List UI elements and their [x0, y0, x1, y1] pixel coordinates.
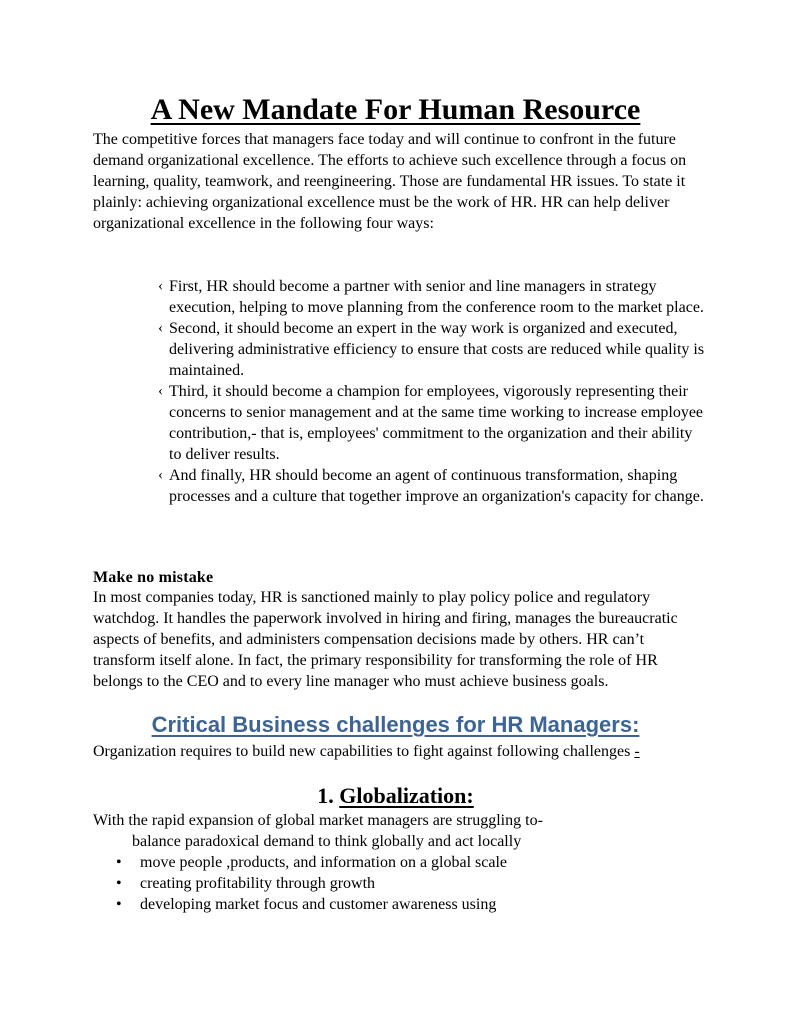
globalization-line-2: balance paradoxical demand to think globally and act locally	[132, 833, 522, 850]
list-item-text: And finally, HR should become an agent of continuous transformation, shaping processes and a culture that together improve an organization's capacity for change.	[169, 467, 704, 505]
list-item-text: Third, it should become a champion for employees, vigorously representing their concerns to senior management and at the same time working to increase employee contribution,- that is, employees' commitment to the organization and their ability to deliver results.	[169, 383, 704, 463]
list-item	[160, 276, 705, 318]
arrow-bullet-icon: ‹	[158, 467, 163, 483]
bullet-icon: •	[116, 854, 122, 871]
page-title: A New Mandate For Human Resource	[150, 93, 641, 126]
list-item	[160, 381, 705, 465]
critical-challenges-heading: Critical Business challenges for HR Managers:	[151, 712, 640, 737]
arrow-bullet-icon: ‹	[158, 278, 163, 294]
globalization-line-1: With the rapid expansion of global market managers are struggling to-	[93, 812, 543, 829]
make-no-mistake-paragraph: In most companies today, HR is sanctioned mainly to play policy police and regulatory watchdog. It handles the paperwork involved in hiring and firing, manages the bureaucratic aspects of benefits, and administers compensation decisions made by others. HR can’t transform itself alone. In fact, the primary responsibility for transforming the role of HR belongs to the CEO and to every line manager who must achieve business goals.	[93, 589, 678, 690]
list-item-text: creating profitability through growth	[140, 875, 376, 892]
list-item-text: Second, it should become an expert in the way work is organized and executed, delivering administrative efficiency to ensure that costs are reduced while quality is maintained.	[169, 320, 705, 379]
list-item-text: developing market focus and customer awareness using	[140, 896, 497, 913]
list-item	[160, 465, 705, 507]
globalization-heading	[0, 782, 791, 810]
bullet-icon: •	[116, 875, 122, 892]
list-item-text: First, HR should become a partner with senior and line managers in strategy execution, helping to move planning from the conference room to the market place.	[169, 278, 704, 316]
list-item-text: move people ,products, and information on a global scale	[140, 854, 508, 871]
section-number: 1.	[317, 783, 334, 808]
globalization-list	[116, 852, 507, 915]
bullet-icon: •	[116, 896, 122, 913]
challenges-intro-dash: -	[634, 743, 640, 760]
challenges-intro-paragraph	[93, 740, 713, 764]
challenges-intro-text: Organization requires to build new capabilities to fight against following challenges	[93, 743, 635, 760]
list-item	[160, 318, 705, 381]
list-item	[116, 873, 507, 894]
make-no-mistake-heading: Make no mistake	[93, 569, 214, 586]
arrow-bullet-icon: ‹	[158, 383, 163, 399]
four-ways-list	[160, 276, 705, 507]
list-item	[116, 852, 507, 873]
arrow-bullet-icon: ‹	[158, 320, 163, 336]
list-item	[116, 894, 507, 915]
section-title: Globalization:	[339, 783, 474, 808]
intro-paragraph: The competitive forces that managers face today and will continue to confront in the future demand organizational excellence. The efforts to achieve such excellence through a focus on learning, quality, teamwork, and reengineering. Those are fundamental HR issues. To state it plainly: achieving organizational excellence must be the work of HR. HR can help deliver organizational excellence in the following four ways:	[93, 131, 687, 232]
